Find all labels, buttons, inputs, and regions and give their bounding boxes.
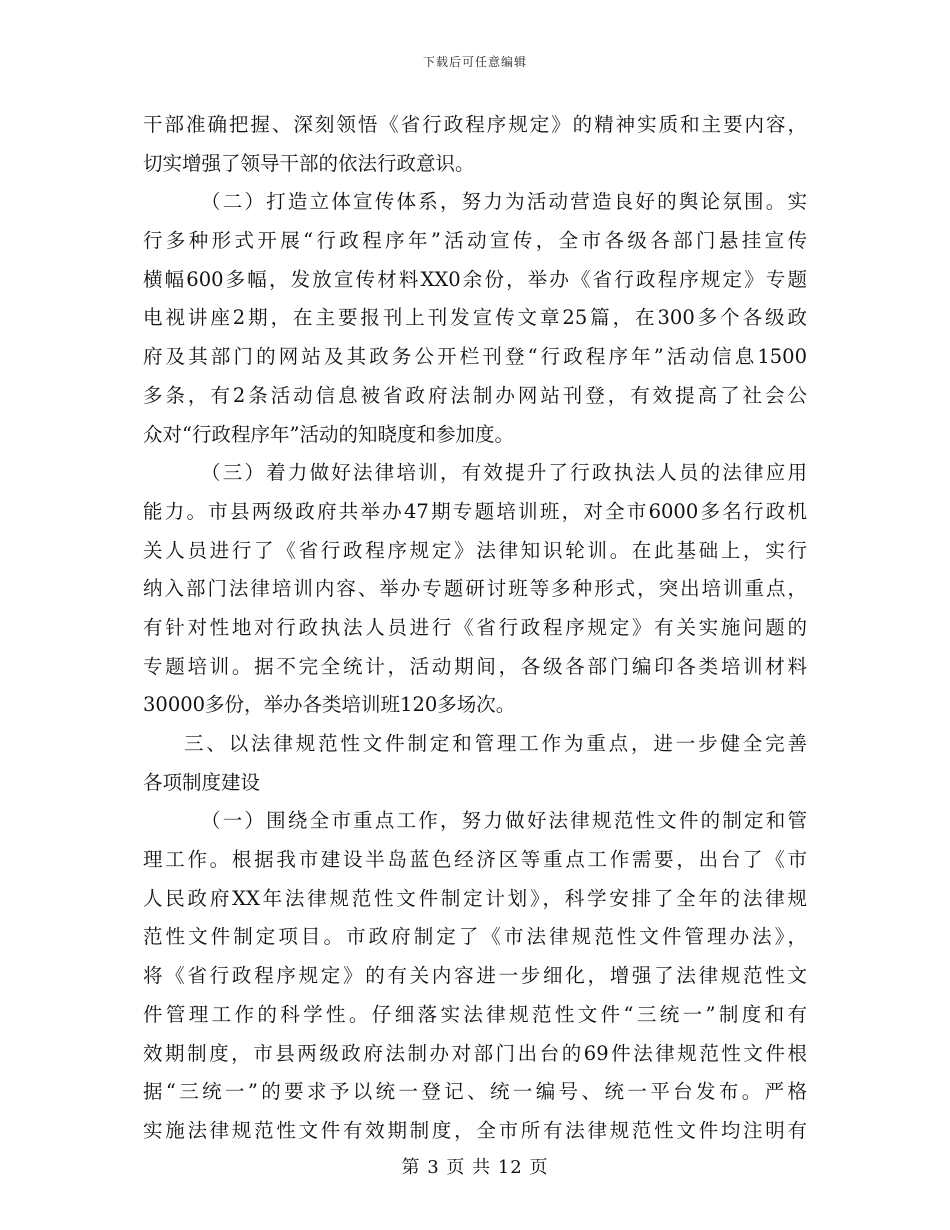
- section-heading-line: 三、以法律规范性文件制定和管理工作为重点，进一步健全完善: [184, 732, 807, 755]
- text-line: 范性文件制定项目。市政府制定了《市法律规范性文件管理办法》，: [143, 925, 807, 949]
- text-line: 府及其部门的网站及其政务公开栏刊登“行政程序年”活动信息1500: [143, 345, 807, 369]
- text-line: 关人员进行了《省行政程序规定》法律知识轮训。在此基础上，实行: [143, 538, 807, 562]
- paragraph-start-line: （三）着力做好法律培训，有效提升了行政执法人员的法律应用: [201, 461, 807, 485]
- section-heading-line: 各项制度建设: [143, 770, 261, 794]
- text-line: 众对“行政程序年”活动的知晓度和参加度。: [143, 422, 514, 446]
- paragraph-start-line: （二）打造立体宣传体系，努力为活动营造良好的舆论氛围。实: [201, 190, 807, 214]
- text-line: 人民政府XX年法律规范性文件制定计划》，科学安排了全年的法律规: [143, 886, 807, 910]
- text-line: 专题培训。据不完全统计，活动期间，各级各部门编印各类培训材料: [143, 654, 807, 678]
- paragraph-start-line: （一）围绕全市重点工作，努力做好法律规范性文件的制定和管: [201, 809, 807, 833]
- text-line: 有针对性地对行政执法人员进行《省行政程序规定》有关实施问题的: [143, 615, 807, 639]
- text-line: 件管理工作的科学性。仔细落实法律规范性文件“三统一”制度和有: [143, 1002, 807, 1026]
- text-line: 据“三统一”的要求予以统一登记、统一编号、统一平台发布。严格: [143, 1080, 807, 1104]
- text-line: 将《省行政程序规定》的有关内容进一步细化，增强了法律规范性文: [143, 964, 807, 988]
- page-number-footer: 第 3 页 共 12 页: [401, 1157, 549, 1178]
- text-line: 效期制度，市县两级政府法制办对部门出台的69件法律规范性文件根: [143, 1041, 807, 1065]
- text-line: 横幅600多幅，发放宣传材料XX0余份，举办《省行政程序规定》专题: [143, 267, 807, 291]
- text-line: 电视讲座2期，在主要报刊上刊发宣传文章25篇，在300多个各级政: [143, 306, 807, 330]
- text-line: 实施法律规范性文件有效期制度，全市所有法律规范性文件均注明有: [143, 1118, 807, 1142]
- text-line: 理工作。根据我市建设半岛蓝色经济区等重点工作需要，出台了《市: [143, 848, 807, 872]
- text-line: 能力。市县两级政府共举办47期专题培训班，对全市6000多名行政机: [143, 499, 807, 523]
- text-line: 30000多份，举办各类培训班120多场次。: [143, 693, 516, 717]
- text-line: 多条，有2条活动信息被省政府法制办网站刊登，有效提高了社会公: [143, 383, 807, 407]
- text-line: 干部准确把握、深刻领悟《省行政程序规定》的精神实质和主要内容，: [143, 113, 807, 136]
- text-line: 行多种形式开展“行政程序年”活动宣传，全市各级各部门悬挂宣传: [143, 229, 807, 253]
- text-line: 切实增强了领导干部的依法行政意识。: [143, 151, 475, 175]
- document-body: [143, 106, 807, 1151]
- text-line: 纳入部门法律培训内容、举办专题研讨班等多种形式，突出培训重点，: [143, 577, 807, 601]
- page-header: 下载后可任意编辑: [422, 55, 527, 69]
